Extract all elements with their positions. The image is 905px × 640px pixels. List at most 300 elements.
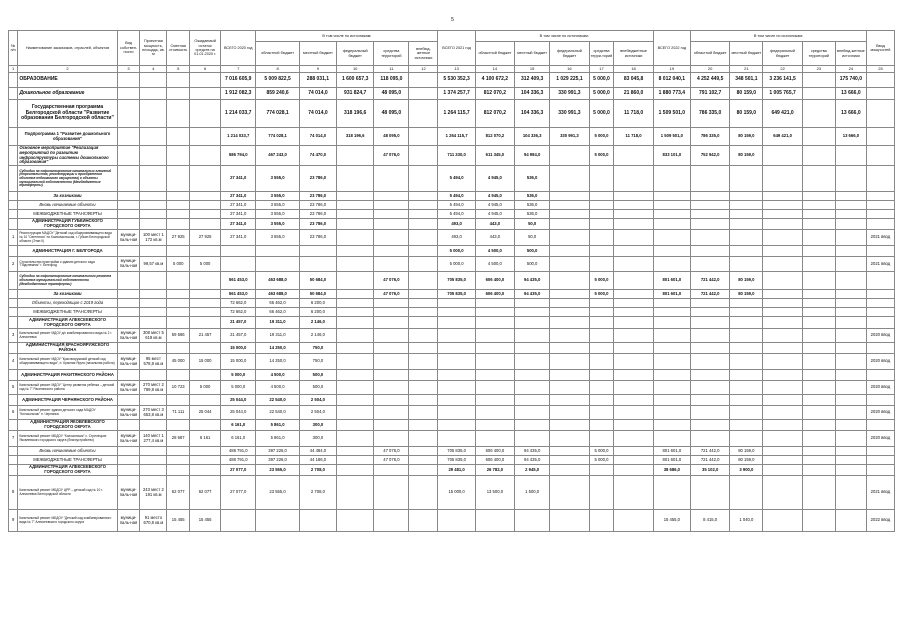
- table-cell: [835, 210, 866, 219]
- table-cell: [409, 465, 438, 476]
- table-cell: 99,57 кв.м: [140, 257, 167, 272]
- table-cell: 8 012 040,1: [653, 73, 690, 88]
- table-cell: [866, 128, 894, 146]
- table-cell: [337, 230, 374, 246]
- table-cell: 28 687: [167, 431, 190, 447]
- table-cell: [337, 317, 374, 329]
- table-cell: 801 601,0: [653, 290, 690, 299]
- table-cell: [614, 476, 653, 510]
- table-cell: [690, 329, 729, 343]
- table-cell: [835, 166, 866, 192]
- table-cell: 801 601,0: [653, 272, 690, 290]
- table-cell: муници-паль-ная: [117, 476, 140, 510]
- table-cell: [802, 354, 835, 370]
- table-cell: [614, 317, 653, 329]
- table-cell: 13 500,0: [475, 476, 514, 510]
- table-cell: [763, 447, 802, 456]
- table-cell: 1 264 115,7: [438, 128, 475, 146]
- table-cell: [690, 210, 729, 219]
- table-cell: [653, 210, 690, 219]
- table-cell: [589, 329, 614, 343]
- table-cell: [835, 246, 866, 257]
- table-row: [9, 447, 895, 456]
- table-cell: [167, 219, 190, 230]
- table-cell: 104 336,3: [515, 100, 550, 128]
- col-capacity-header: Проектная мощность, площадь, кв. м: [140, 31, 167, 66]
- table-cell: [140, 146, 167, 166]
- table-cell: 4 945,0: [475, 201, 514, 210]
- table-cell: [550, 420, 589, 431]
- table-cell: 833 101,0: [653, 146, 690, 166]
- table-cell: 5 009 822,5: [256, 73, 299, 88]
- table-cell: 5 000: [167, 257, 190, 272]
- table-cell: [589, 354, 614, 370]
- table-cell: [802, 246, 835, 257]
- table-cell: [190, 146, 221, 166]
- table-cell: 2 945,0: [515, 465, 550, 476]
- table-cell: 774 028,1: [256, 100, 299, 128]
- column-number: 14: [475, 66, 514, 73]
- table-cell: [802, 128, 835, 146]
- table-cell: [835, 201, 866, 210]
- table-row: [9, 128, 895, 146]
- table-cell: [690, 317, 729, 329]
- table-cell: 2020 ввод: [866, 381, 894, 395]
- table-cell: [550, 317, 589, 329]
- table-cell: 15 000: [190, 354, 221, 370]
- table-cell: [374, 257, 409, 272]
- table-cell: 140 мест 1 277,4 кв.м: [140, 431, 167, 447]
- table-cell: [589, 201, 614, 210]
- table-cell: [866, 210, 894, 219]
- table-cell: [190, 128, 221, 146]
- table-cell: 536,0: [515, 201, 550, 210]
- table-cell: [409, 290, 438, 299]
- table-cell: 752 942,0: [690, 146, 729, 166]
- table-cell: [167, 299, 190, 308]
- table-cell: [409, 370, 438, 381]
- table-row: [9, 290, 895, 299]
- table-cell: [763, 431, 802, 447]
- table-cell: 4 252 449,5: [690, 73, 729, 88]
- col-type-header: Вид собствен-ности: [117, 31, 140, 66]
- table-cell: [337, 192, 374, 201]
- table-cell: 5 000,0: [589, 73, 614, 88]
- column-number: 18: [614, 66, 653, 73]
- table-cell: [802, 329, 835, 343]
- column-number: 12: [409, 66, 438, 73]
- table-cell: [835, 343, 866, 354]
- table-cell: [167, 73, 190, 88]
- table-cell: 606 400,0: [475, 290, 514, 299]
- table-cell: 721 442,0: [690, 290, 729, 299]
- table-cell: 23 786,0: [299, 230, 336, 246]
- table-cell: 4 945,0: [475, 166, 514, 192]
- table-cell: [374, 329, 409, 343]
- table-row: [9, 201, 895, 210]
- table-cell: [190, 343, 221, 354]
- table-cell: [337, 299, 374, 308]
- table-cell: 74 014,0: [299, 88, 336, 100]
- table-cell: 27 341,0: [221, 201, 256, 210]
- table-cell: [550, 343, 589, 354]
- table-cell: [140, 192, 167, 201]
- sub-header: областной бюджет: [256, 42, 299, 66]
- table-cell: 2 708,0: [299, 476, 336, 510]
- table-cell: 397 226,0: [256, 447, 299, 456]
- table-cell: [690, 431, 729, 447]
- table-cell: [653, 166, 690, 192]
- table-cell: [690, 230, 729, 246]
- table-cell: [374, 406, 409, 420]
- table-cell: 23 555,0: [256, 465, 299, 476]
- table-cell: [763, 456, 802, 465]
- table-cell: [374, 370, 409, 381]
- table-cell: [221, 510, 256, 532]
- table-cell: [653, 246, 690, 257]
- table-cell: [614, 146, 653, 166]
- row-name-cell: Субсидии на софинансирование капитальных вложений (строительства, реконструкции и приобретения объектов недвижимого имущества) в объекты муниципальной собственности (Межбюджетные трансферты): [18, 166, 117, 192]
- table-cell: [730, 210, 763, 219]
- table-cell: 29 481,0: [438, 465, 475, 476]
- table-cell: [835, 456, 866, 465]
- table-cell: 4: [9, 354, 18, 370]
- table-cell: [140, 317, 167, 329]
- table-row: [9, 329, 895, 343]
- table-cell: [835, 317, 866, 329]
- table-cell: [835, 431, 866, 447]
- table-cell: [802, 210, 835, 219]
- table-cell: [515, 431, 550, 447]
- table-cell: [802, 431, 835, 447]
- table-cell: [835, 272, 866, 290]
- table-cell: [866, 219, 894, 230]
- table-row: [9, 420, 895, 431]
- table-cell: [763, 192, 802, 201]
- table-row: [9, 308, 895, 317]
- table-cell: [167, 146, 190, 166]
- table-cell: 488 791,0: [221, 456, 256, 465]
- table-cell: 330 991,3: [550, 100, 589, 128]
- table-cell: [337, 201, 374, 210]
- table-cell: 721 442,0: [690, 456, 729, 465]
- table-cell: [730, 317, 763, 329]
- table-cell: [614, 431, 653, 447]
- table-cell: 2 146,0: [299, 317, 336, 329]
- table-cell: 15 455: [167, 510, 190, 532]
- table-cell: [117, 73, 140, 88]
- table-cell: [438, 406, 475, 420]
- row-name-cell: Капитальный ремонт МБДОУ "Детский сад комбинированного вида № 7" Алексеевского городского округа: [18, 510, 117, 532]
- table-cell: [866, 73, 894, 88]
- table-cell: 312 409,3: [515, 73, 550, 88]
- table-cell: муници-паль-ная: [117, 329, 140, 343]
- sub-header: средства терри-торий: [589, 42, 614, 66]
- table-cell: [140, 166, 167, 192]
- table-cell: [117, 299, 140, 308]
- table-cell: 5 000,0: [589, 128, 614, 146]
- table-row: [9, 166, 895, 192]
- table-cell: 3 236 141,5: [763, 73, 802, 88]
- table-cell: 15 000,0: [438, 476, 475, 510]
- table-row: [9, 210, 895, 219]
- table-cell: [802, 465, 835, 476]
- table-cell: [589, 192, 614, 201]
- table-cell: [730, 329, 763, 343]
- table-cell: [866, 146, 894, 166]
- table-cell: 3 555,0: [256, 166, 299, 192]
- table-cell: [835, 290, 866, 299]
- table-cell: 812 070,2: [475, 88, 514, 100]
- table-cell: [337, 329, 374, 343]
- table-cell: [653, 230, 690, 246]
- column-number: 25: [866, 66, 894, 73]
- table-cell: [866, 192, 894, 201]
- table-cell: [117, 343, 140, 354]
- table-cell: 8 415,0: [690, 510, 729, 532]
- table-cell: [763, 299, 802, 308]
- table-cell: 27 341,0: [221, 230, 256, 246]
- table-cell: 74 014,0: [299, 100, 336, 128]
- table-cell: 21 457: [190, 329, 221, 343]
- table-cell: [835, 230, 866, 246]
- table-cell: 118 095,0: [374, 73, 409, 88]
- row-name-cell: МЕЖБЮДЖЕТНЫЕ ТРАНСФЕРТЫ: [18, 210, 117, 219]
- table-cell: [802, 456, 835, 465]
- table-cell: 26 782,0: [475, 465, 514, 476]
- table-cell: [9, 146, 18, 166]
- table-cell: 91 место 670,8 кв.м: [140, 510, 167, 532]
- table-cell: [9, 343, 18, 354]
- table-cell: [802, 299, 835, 308]
- table-cell: 27 925: [190, 230, 221, 246]
- table-cell: 5 000,0: [589, 146, 614, 166]
- table-cell: [835, 476, 866, 510]
- table-cell: 95 мест 578,8 кв.м: [140, 354, 167, 370]
- table-row: [9, 431, 895, 447]
- table-cell: [690, 343, 729, 354]
- table-cell: [589, 166, 614, 192]
- table-cell: [9, 456, 18, 465]
- table-cell: муници-паль-ная: [117, 510, 140, 532]
- table-cell: [866, 299, 894, 308]
- table-cell: 1 880 773,4: [653, 88, 690, 100]
- column-number: 21: [730, 66, 763, 73]
- table-cell: 27 341,0: [221, 192, 256, 201]
- table-cell: 606 400,0: [475, 447, 514, 456]
- row-name-cell: АДМИНИСТРАЦИЯ АЛЕКСЕЕВСКОГО ГОРОДСКОГО ОКРУГА: [18, 317, 117, 329]
- table-cell: 21 860,0: [614, 88, 653, 100]
- table-cell: [374, 510, 409, 532]
- table-cell: [515, 317, 550, 329]
- table-cell: [802, 343, 835, 354]
- table-cell: [614, 230, 653, 246]
- table-cell: 15 000,0: [221, 343, 256, 354]
- table-cell: [614, 201, 653, 210]
- table-cell: [337, 420, 374, 431]
- table-cell: 5 000: [190, 257, 221, 272]
- table-cell: 23 786,0: [299, 210, 336, 219]
- table-cell: [866, 246, 894, 257]
- table-cell: 80 159,0: [730, 272, 763, 290]
- table-cell: [337, 308, 374, 317]
- table-cell: 1 005 765,7: [763, 88, 802, 100]
- table-cell: [409, 329, 438, 343]
- row-name-cell: Капитальный ремонт МДОУ д/с комбинированного вида № 2 г. Алексеевка: [18, 329, 117, 343]
- table-cell: [117, 456, 140, 465]
- table-cell: 931 824,7: [337, 88, 374, 100]
- table-cell: 104 336,3: [515, 88, 550, 100]
- table-row: [9, 406, 895, 420]
- table-cell: [190, 308, 221, 317]
- table-cell: 48 095,0: [374, 100, 409, 128]
- table-cell: [140, 210, 167, 219]
- table-cell: [690, 201, 729, 210]
- table-cell: [409, 88, 438, 100]
- table-cell: [550, 447, 589, 456]
- table-cell: 66 462,0: [256, 308, 299, 317]
- table-cell: [653, 317, 690, 329]
- table-cell: 561 453,0: [221, 272, 256, 290]
- table-cell: 611 345,0: [475, 146, 514, 166]
- table-cell: 80 159,0: [730, 456, 763, 465]
- table-cell: 15 455,0: [653, 510, 690, 532]
- table-cell: 500,0: [515, 257, 550, 272]
- table-cell: 80 159,0: [730, 447, 763, 456]
- table-cell: муници-паль-ная: [117, 257, 140, 272]
- table-cell: [337, 343, 374, 354]
- table-cell: [337, 219, 374, 230]
- table-cell: [763, 329, 802, 343]
- table-cell: [374, 230, 409, 246]
- table-cell: [589, 465, 614, 476]
- table-cell: [140, 128, 167, 146]
- table-cell: [475, 406, 514, 420]
- row-name-cell: АДМИНИСТРАЦИЯ ЧЕРНЯНСКОГО РАЙОНА: [18, 395, 117, 406]
- table-cell: [614, 329, 653, 343]
- table-cell: [190, 166, 221, 192]
- table-cell: 6 200,0: [299, 308, 336, 317]
- table-cell: 443,0: [475, 230, 514, 246]
- table-cell: 7: [9, 431, 18, 447]
- table-cell: [802, 73, 835, 88]
- table-cell: 74 470,0: [299, 146, 336, 166]
- table-cell: [515, 406, 550, 420]
- table-cell: [589, 257, 614, 272]
- table-cell: [409, 257, 438, 272]
- table-cell: [614, 343, 653, 354]
- table-cell: [835, 395, 866, 406]
- table-cell: 270 мест 3 653,8 кв.м: [140, 406, 167, 420]
- table-cell: [515, 381, 550, 395]
- table-cell: [167, 246, 190, 257]
- table-cell: [140, 73, 167, 88]
- table-cell: [763, 420, 802, 431]
- sub-header: внебюджетные источники: [614, 42, 653, 66]
- table-cell: [589, 299, 614, 308]
- table-cell: [866, 370, 894, 381]
- table-cell: [550, 476, 589, 510]
- table-cell: 2020 ввод: [866, 431, 894, 447]
- table-cell: [117, 246, 140, 257]
- table-cell: 47 076,0: [374, 272, 409, 290]
- table-cell: 586 794,0: [221, 146, 256, 166]
- table-cell: [409, 420, 438, 431]
- table-cell: [374, 308, 409, 317]
- table-cell: [730, 354, 763, 370]
- table-cell: [866, 317, 894, 329]
- table-cell: [475, 370, 514, 381]
- table-cell: [589, 420, 614, 431]
- table-cell: [374, 431, 409, 447]
- table-cell: [802, 370, 835, 381]
- table-cell: [140, 299, 167, 308]
- table-cell: [256, 510, 299, 532]
- table-cell: [117, 308, 140, 317]
- column-number: 19: [653, 66, 690, 73]
- table-cell: [337, 210, 374, 219]
- row-name-cell: Дошкольное образование: [18, 88, 117, 100]
- table-cell: [589, 308, 614, 317]
- table-cell: [835, 329, 866, 343]
- table-cell: [730, 370, 763, 381]
- table-cell: [515, 510, 550, 532]
- table-row: [9, 456, 895, 465]
- table-cell: [140, 395, 167, 406]
- table-cell: [140, 447, 167, 456]
- table-cell: 72 662,0: [221, 299, 256, 308]
- table-cell: 94 435,0: [515, 447, 550, 456]
- table-cell: [589, 370, 614, 381]
- table-cell: 243 мест 2 191 кв.м: [140, 476, 167, 510]
- table-cell: 536,0: [515, 210, 550, 219]
- table-cell: 705 835,0: [438, 272, 475, 290]
- table-cell: [374, 166, 409, 192]
- table-cell: муници-паль-ная: [117, 381, 140, 395]
- table-cell: 288 031,1: [299, 73, 336, 88]
- table-cell: [730, 381, 763, 395]
- table-cell: 5 530 352,3: [438, 73, 475, 88]
- table-cell: [653, 476, 690, 510]
- table-cell: 94 435,0: [515, 272, 550, 290]
- table-cell: 721 442,0: [690, 447, 729, 456]
- table-cell: [167, 192, 190, 201]
- table-cell: [730, 201, 763, 210]
- table-cell: [802, 192, 835, 201]
- table-cell: [589, 510, 614, 532]
- table-cell: [550, 257, 589, 272]
- table-cell: [9, 272, 18, 290]
- table-cell: [409, 246, 438, 257]
- page-number: 5: [451, 17, 454, 23]
- table-cell: [475, 329, 514, 343]
- table-cell: муници-паль-ная: [117, 354, 140, 370]
- table-cell: [9, 73, 18, 88]
- table-cell: [475, 299, 514, 308]
- table-cell: 2020 ввод: [866, 354, 894, 370]
- table-cell: [802, 230, 835, 246]
- table-cell: [763, 317, 802, 329]
- table-cell: 5 000: [190, 381, 221, 395]
- table-cell: [337, 395, 374, 406]
- row-name-cell: За козниками: [18, 290, 117, 299]
- table-cell: [614, 272, 653, 290]
- table-cell: [763, 166, 802, 192]
- table-cell: 561 453,0: [221, 290, 256, 299]
- table-cell: [763, 230, 802, 246]
- table-cell: 5 000,0: [438, 257, 475, 272]
- table-cell: [589, 431, 614, 447]
